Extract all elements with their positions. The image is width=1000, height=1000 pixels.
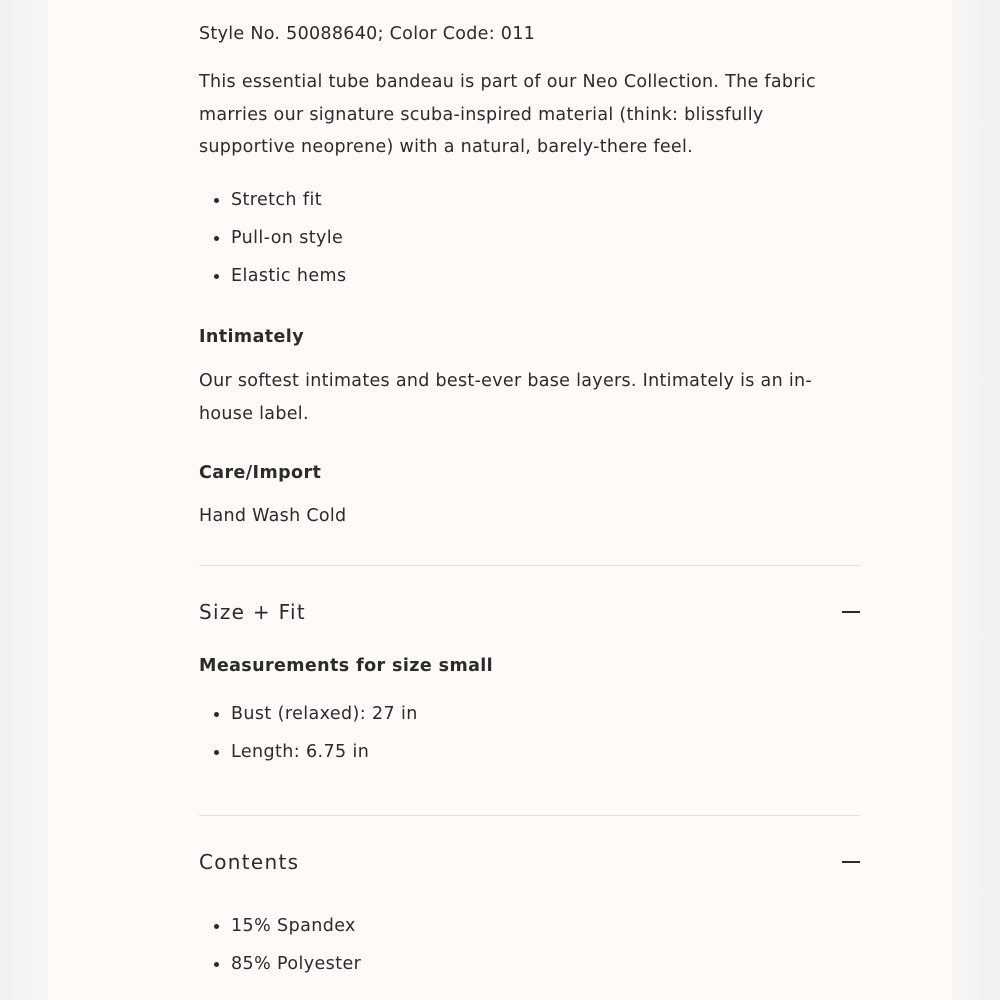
material-text: 15% Spandex (231, 916, 356, 936)
minus-icon[interactable] (842, 861, 860, 863)
contents-accordion-toggle[interactable] (199, 847, 860, 877)
care-instructions: Hand Wash Cold (199, 506, 347, 526)
page-side-shade-left (0, 0, 48, 1000)
minus-icon[interactable] (842, 611, 860, 613)
list-item (199, 188, 347, 226)
bullet-icon (214, 236, 219, 241)
brand-description: Our softest intimates and best-ever base layers. Intimately is an in-house label. (199, 371, 812, 424)
feature-text: Pull-on style (231, 228, 344, 248)
measurement-text: Bust (relaxed): 27 in (231, 704, 418, 724)
contents-title: Contents (199, 850, 300, 874)
section-divider (199, 565, 860, 566)
style-number: Style No. 50088640; Color Code: 011 (199, 24, 536, 44)
list-item (199, 226, 347, 264)
bullet-icon (214, 198, 219, 203)
list-item (199, 914, 361, 952)
page-side-shade-right (952, 0, 1000, 1000)
care-heading: Care/Import (199, 463, 322, 483)
list-item (199, 264, 347, 302)
bullet-icon (214, 962, 219, 967)
measurements-heading: Measurements for size small (199, 656, 494, 676)
size-fit-title: Size + Fit (199, 600, 306, 624)
bullet-icon (214, 750, 219, 755)
bullet-icon (214, 712, 219, 717)
contents-list (199, 914, 361, 990)
list-item (199, 952, 361, 990)
product-description: This essential tube bandeau is part of our Neo Collection. The fabric marries our signature scuba-inspired material (think: blissfully supportive neoprene) with a natural, barely-there feel. (199, 72, 816, 157)
list-item (199, 702, 418, 740)
section-divider (199, 815, 860, 816)
size-fit-accordion-toggle[interactable] (199, 597, 860, 627)
measurement-list (199, 702, 418, 778)
brand-heading: Intimately (199, 327, 305, 347)
material-text: 85% Polyester (231, 954, 362, 974)
feature-text: Stretch fit (231, 190, 322, 210)
bullet-icon (214, 274, 219, 279)
feature-text: Elastic hems (231, 266, 347, 286)
measurement-text: Length: 6.75 in (231, 742, 370, 762)
list-item (199, 740, 418, 778)
bullet-icon (214, 924, 219, 929)
feature-list (199, 188, 347, 302)
